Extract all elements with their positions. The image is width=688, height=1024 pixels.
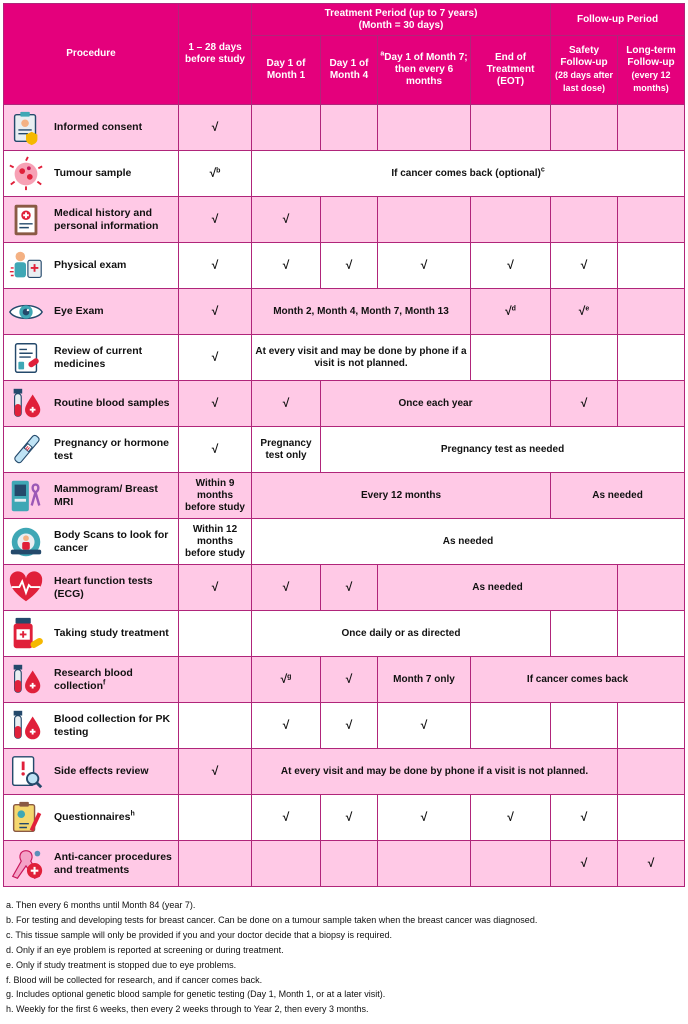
cancer-ribbon-icon — [4, 842, 48, 886]
schedule-note-cell — [252, 749, 618, 795]
schedule-note-cell — [252, 611, 551, 657]
procedure-name: Review of current medicines — [54, 344, 143, 370]
blood-tube-icon — [4, 658, 48, 702]
footnote-marker: a — [380, 50, 385, 58]
empty-cell — [471, 335, 551, 381]
empty-cell — [378, 197, 471, 243]
check-mark-cell — [321, 565, 378, 611]
prescription-icon — [4, 336, 48, 380]
schedule-text: As needed — [472, 581, 523, 593]
header-safety-followup — [551, 36, 618, 105]
check-mark-cell — [471, 243, 551, 289]
check-mark: √ — [211, 119, 219, 134]
table-row — [4, 151, 685, 197]
procedure-name: Tumour sample — [54, 167, 132, 179]
procedure-cell — [4, 289, 179, 335]
procedure-cell — [4, 381, 179, 427]
procedure-label — [48, 575, 178, 601]
check-mark: √ — [345, 257, 353, 272]
empty-cell — [471, 197, 551, 243]
longterm-followup-label: Long-term Follow-up — [626, 45, 676, 68]
check-mark-cell — [179, 749, 252, 795]
schedule-text: As needed — [442, 535, 494, 547]
empty-cell — [551, 105, 618, 151]
check-mark-cell — [551, 841, 618, 887]
procedure-name: Eye Exam — [54, 305, 104, 317]
check-mark-cell — [321, 795, 378, 841]
check-mark-cell — [378, 795, 471, 841]
procedure-name: Physical exam — [54, 259, 127, 271]
check-mark: √ — [345, 809, 353, 824]
footnote-b: b. For testing and developing tests for breast cancer. Can be done on a tumour sample taken when the breast cancer was diagnosed. — [6, 914, 538, 925]
check-mark: √ — [580, 395, 588, 410]
check-mark: √ — [507, 809, 514, 824]
header-day1-month1: Day 1 of Month 1 — [252, 36, 321, 105]
procedure-label — [48, 345, 178, 371]
body-scanner-icon — [4, 520, 48, 564]
procedure-cell — [4, 657, 179, 703]
empty-cell — [618, 335, 685, 381]
schedule-note-cell — [321, 427, 685, 473]
procedure-name: Informed consent — [54, 121, 143, 133]
footnote-a: a. Then every 6 months until Month 84 (year 7). — [6, 900, 196, 910]
empty-cell — [551, 197, 618, 243]
check-mark: √ — [578, 303, 586, 318]
header-procedure: Procedure — [4, 4, 179, 105]
check-mark: √ — [282, 257, 290, 272]
procedure-label — [48, 765, 151, 778]
empty-cell — [618, 795, 685, 841]
empty-cell — [252, 841, 321, 887]
table-row — [4, 519, 685, 565]
medicine-bottle-icon — [4, 612, 48, 656]
schedule-text: Month 2, Month 4, Month 7, Month 13 — [273, 305, 449, 317]
check-mark-cell — [179, 151, 252, 197]
table-body — [4, 105, 685, 887]
table-row — [4, 381, 685, 427]
check-mark-cell — [179, 243, 252, 289]
check-mark: √ — [580, 855, 588, 870]
empty-cell — [618, 105, 685, 151]
empty-cell — [618, 289, 685, 335]
longterm-followup-note: (every 12 months) — [631, 70, 671, 93]
check-mark: √ — [345, 717, 353, 732]
procedure-label — [48, 529, 178, 555]
check-mark: √ — [211, 395, 219, 410]
footnote-g: g. Includes optional genetic blood sample for genetic testing (Day 1, Month 1, or at a later visit). — [6, 989, 386, 1000]
check-mark-cell — [551, 289, 618, 335]
check-mark: √ — [580, 809, 588, 824]
check-mark-cell — [551, 381, 618, 427]
schedule-text: If cancer comes back — [526, 673, 629, 685]
check-mark-cell — [179, 105, 252, 151]
check-mark: √ — [420, 717, 428, 732]
check-mark-cell — [179, 381, 252, 427]
check-mark: √ — [345, 671, 353, 686]
schedule-note-cell — [252, 519, 685, 565]
empty-cell — [618, 197, 685, 243]
check-mark-cell — [321, 703, 378, 749]
schedule-note-cell — [252, 289, 471, 335]
empty-cell — [618, 381, 685, 427]
questionnaire-icon — [4, 796, 48, 840]
check-mark: √ — [209, 165, 217, 180]
schedule-note-cell — [179, 519, 252, 565]
check-mark: √ — [211, 349, 219, 364]
schedule-text: At every visit and may be done by phone if a visit is not planned. — [280, 765, 589, 777]
check-mark-cell — [252, 795, 321, 841]
footnote-marker: b — [216, 167, 221, 175]
procedure-cell — [4, 335, 179, 381]
procedure-name: Pregnancy or hormone test — [54, 436, 169, 462]
footnote-marker: e — [585, 305, 590, 313]
table-row — [4, 657, 685, 703]
procedure-cell — [4, 105, 179, 151]
procedure-name: Research blood collection — [54, 666, 133, 692]
footnote-h: h. Weekly for the first 6 weeks, then every 2 weeks through to Year 2, then every 3 months. — [6, 1004, 369, 1015]
empty-cell — [179, 657, 252, 703]
table-row — [4, 611, 685, 657]
procedure-label — [48, 851, 178, 877]
empty-cell — [179, 841, 252, 887]
empty-cell — [551, 611, 618, 657]
check-mark-cell — [471, 795, 551, 841]
table-row — [4, 243, 685, 289]
empty-cell — [471, 703, 551, 749]
schedule-text: Within 9 months before study — [184, 477, 245, 513]
check-mark-cell — [179, 335, 252, 381]
check-mark: √ — [211, 303, 219, 318]
doctor-patient-icon — [4, 244, 48, 288]
empty-cell — [321, 197, 378, 243]
table-row — [4, 749, 685, 795]
schedule-text: Month 7 only — [393, 673, 455, 685]
schedule-text: Once each year — [398, 397, 473, 409]
check-mark-cell — [179, 289, 252, 335]
footnote-c: c. This tissue sample will only be provided if you and your doctor decide that a biopsy is required. — [6, 929, 393, 940]
schedule-note-cell — [252, 473, 551, 519]
procedure-cell — [4, 519, 179, 565]
schedule-note-cell — [179, 473, 252, 519]
check-mark: √ — [420, 257, 428, 272]
check-mark: √ — [420, 809, 428, 824]
clipboard-consent-icon — [4, 106, 48, 150]
check-mark: √ — [211, 441, 219, 456]
procedure-label — [48, 121, 144, 134]
empty-cell — [471, 841, 551, 887]
table-row — [4, 335, 685, 381]
empty-cell — [321, 105, 378, 151]
procedure-cell — [4, 749, 179, 795]
check-mark-cell — [252, 565, 321, 611]
table-row — [4, 703, 685, 749]
empty-cell — [378, 105, 471, 151]
check-mark-cell — [252, 703, 321, 749]
empty-cell — [551, 335, 618, 381]
empty-cell — [618, 703, 685, 749]
check-mark-cell — [252, 243, 321, 289]
check-mark: √ — [280, 671, 288, 686]
table-row — [4, 105, 685, 151]
header-treatment-period — [252, 4, 551, 36]
procedure-label — [48, 305, 106, 318]
procedure-cell — [4, 565, 179, 611]
header-day1-month7 — [378, 36, 471, 105]
blood-tube-icon — [4, 382, 48, 426]
treatment-period-label: Treatment Period (up to 7 years) — [324, 7, 478, 19]
check-mark-cell — [179, 427, 252, 473]
check-mark-cell — [471, 289, 551, 335]
empty-cell — [471, 105, 551, 151]
table-row — [4, 427, 685, 473]
check-mark-cell — [179, 197, 252, 243]
side-effects-review-icon — [4, 750, 48, 794]
table-row — [4, 795, 685, 841]
footnote-marker: g — [287, 673, 292, 681]
pregnancy-test-icon — [4, 428, 48, 472]
procedure-cell — [4, 427, 179, 473]
table-row — [4, 473, 685, 519]
header-eot: End of Treatment (EOT) — [471, 36, 551, 105]
schedule-note-cell — [252, 427, 321, 473]
schedule-note-cell — [321, 381, 551, 427]
check-mark-cell — [252, 381, 321, 427]
procedure-label — [48, 259, 128, 272]
footnotes — [6, 898, 682, 1017]
empty-cell — [618, 611, 685, 657]
procedure-cell — [4, 703, 179, 749]
empty-cell — [551, 703, 618, 749]
footnote-marker: f — [103, 679, 106, 686]
procedure-label — [48, 437, 178, 463]
check-mark: √ — [211, 257, 219, 272]
header-day1-month4: Day 1 of Month 4 — [321, 36, 378, 105]
schedule-table — [3, 3, 685, 887]
check-mark: √ — [282, 395, 290, 410]
empty-cell — [618, 565, 685, 611]
schedule-note-cell — [551, 473, 685, 519]
check-mark: √ — [282, 579, 290, 594]
schedule-text: At every visit and may be done by phone if a visit is not planned. — [255, 345, 467, 369]
check-mark: √ — [505, 303, 512, 318]
schedule-text: Every 12 months — [360, 489, 442, 501]
procedure-cell — [4, 473, 179, 519]
check-mark: √ — [211, 211, 219, 226]
schedule-text: Pregnancy test only — [260, 437, 312, 461]
procedure-label — [48, 207, 178, 233]
heart-ecg-icon — [4, 566, 48, 610]
schedule-note-cell — [252, 151, 685, 197]
procedure-label — [48, 811, 137, 824]
treatment-month-label: (Month = 30 days) — [358, 19, 444, 31]
procedure-name: Heart function tests (ECG) — [54, 574, 153, 600]
check-mark-cell — [321, 243, 378, 289]
procedure-name: Anti-cancer procedures and treatments — [54, 850, 172, 876]
empty-cell — [618, 749, 685, 795]
mammogram-icon — [4, 474, 48, 518]
empty-cell — [179, 795, 252, 841]
eye-icon — [4, 290, 48, 334]
check-mark-cell — [378, 703, 471, 749]
empty-cell — [618, 243, 685, 289]
check-mark-cell — [551, 795, 618, 841]
schedule-text: Pregnancy test as needed — [440, 443, 565, 455]
procedure-name: Taking study treatment — [54, 627, 169, 639]
tumour-cell-icon — [4, 152, 48, 196]
procedure-label — [48, 483, 178, 509]
check-mark: √ — [507, 257, 514, 272]
procedure-label — [48, 667, 178, 693]
footnote-e: e. Only if study treatment is stopped due to eye problems. — [6, 959, 237, 970]
procedure-label — [48, 167, 133, 180]
header-followup-period: Follow-up Period — [551, 4, 685, 36]
schedule-note-cell — [252, 335, 471, 381]
footnote-f: f. Blood will be collected for research, and if cancer comes back. — [6, 974, 263, 985]
procedure-cell — [4, 841, 179, 887]
table-row — [4, 565, 685, 611]
check-mark: √ — [282, 211, 290, 226]
check-mark-cell — [378, 243, 471, 289]
schedule-text: Within 12 months before study — [184, 523, 245, 559]
procedure-name: Blood collection for PK testing — [54, 712, 171, 738]
safety-followup-label: Safety Follow-up — [560, 45, 608, 68]
procedure-label — [48, 713, 178, 739]
footnote-marker: d — [511, 305, 516, 313]
schedule-text: As needed — [592, 489, 643, 501]
empty-cell — [179, 611, 252, 657]
schedule-note-cell — [471, 657, 685, 703]
check-mark: √ — [211, 579, 219, 594]
check-mark: √ — [282, 809, 290, 824]
procedure-cell — [4, 611, 179, 657]
procedure-name: Medical history and personal information — [54, 206, 159, 232]
check-mark-cell — [179, 565, 252, 611]
check-mark: √ — [647, 855, 655, 870]
procedure-cell — [4, 243, 179, 289]
footnote-d: d. Only if an eye problem is reported at screening or during treatment. — [6, 944, 284, 955]
empty-cell — [252, 105, 321, 151]
header-longterm-followup — [618, 36, 685, 105]
table-row — [4, 289, 685, 335]
empty-cell — [321, 841, 378, 887]
check-mark: √ — [345, 579, 353, 594]
check-mark-cell — [252, 657, 321, 703]
check-mark-cell — [252, 197, 321, 243]
procedure-cell — [4, 151, 179, 197]
check-mark-cell — [321, 657, 378, 703]
check-mark: √ — [282, 717, 290, 732]
procedure-name: Routine blood samples — [54, 397, 170, 409]
medical-record-icon — [4, 198, 48, 242]
check-mark-cell — [618, 841, 685, 887]
procedure-label — [48, 397, 172, 410]
empty-cell — [378, 841, 471, 887]
header-before-study: 1 – 28 days before study — [179, 4, 252, 105]
schedule-text: Once daily or as directed — [341, 627, 461, 639]
procedure-name: Questionnaires — [54, 811, 131, 823]
footnote-marker: h — [130, 810, 135, 818]
schedule-note-cell — [378, 657, 471, 703]
empty-cell — [179, 703, 252, 749]
procedure-label — [48, 627, 171, 640]
table-header — [4, 4, 685, 105]
blood-tube-icon — [4, 704, 48, 748]
procedure-name: Body Scans to look for cancer — [54, 528, 169, 554]
procedure-name: Side effects review — [54, 765, 149, 777]
check-mark-cell — [551, 243, 618, 289]
table-row — [4, 841, 685, 887]
safety-followup-note: (28 days after last dose) — [555, 70, 614, 93]
procedure-cell — [4, 795, 179, 841]
check-mark: √ — [211, 763, 219, 778]
table-row — [4, 197, 685, 243]
day1-month7-label: Day 1 of Month 7; then every 6 months — [384, 52, 468, 87]
schedule-text: If cancer comes back (optional) — [391, 167, 541, 179]
footnote-marker: c — [540, 166, 545, 174]
procedure-name: Mammogram/ Breast MRI — [54, 482, 158, 508]
check-mark: √ — [580, 257, 588, 272]
schedule-note-cell — [378, 565, 618, 611]
procedure-cell — [4, 197, 179, 243]
